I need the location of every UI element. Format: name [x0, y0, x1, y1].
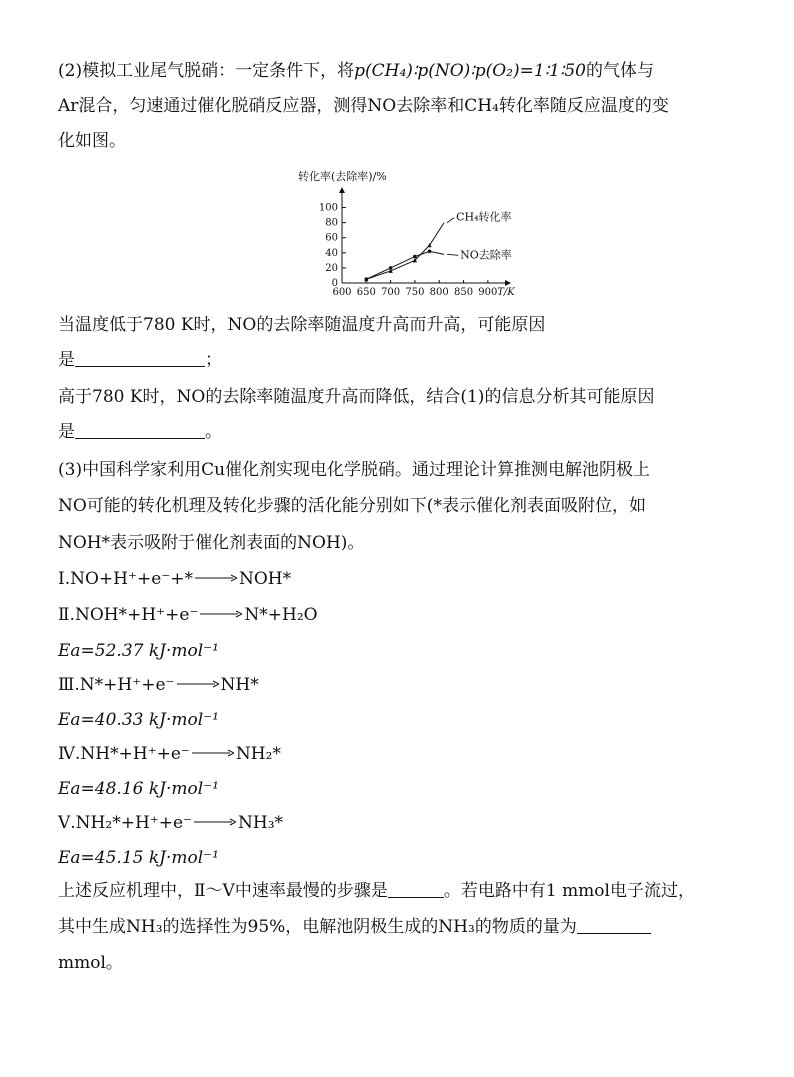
q2-text: 。: [205, 422, 222, 442]
x-tick-label: 700: [381, 287, 401, 298]
pressure-ratio: p(CH₄)∶p(NO)∶p(O₂)=1∶1∶50: [354, 61, 586, 81]
step-lhs: Ⅱ.NOH*+H⁺+e⁻: [58, 605, 199, 625]
y-tick-label: 40: [325, 247, 338, 259]
answer-blank-3[interactable]: [388, 883, 444, 898]
reaction-arrow-icon: [192, 748, 234, 758]
step-3-ea: Ea=40.33 kJ·mol⁻¹: [58, 710, 219, 730]
step-lhs: Ⅲ.N*+H⁺+e⁻: [58, 675, 175, 695]
x-tick-label: 600: [332, 287, 352, 298]
q3-text: 上述反应机理中，Ⅱ～Ⅴ中速率最慢的步骤是: [58, 881, 388, 901]
reaction-arrow-icon: [195, 573, 237, 583]
step-rhs: NH₂*: [235, 744, 281, 764]
step-2: [58, 604, 318, 626]
q2-line-1: [58, 60, 654, 82]
q2-text: 的气体与: [585, 61, 654, 81]
q2-text: 是: [58, 422, 75, 442]
conversion-chart: [290, 160, 530, 300]
answer-blank-1[interactable]: [75, 352, 205, 367]
q3-end-line-3: mmol。: [58, 953, 123, 973]
q3-end-line-1: [58, 880, 695, 902]
q2-line-2: Ar混合，匀速通过催化脱硝反应器，测得NO去除率和CH₄转化率随反应温度的变: [58, 96, 669, 116]
no-point: [365, 277, 369, 281]
series-leader-0: [447, 218, 454, 223]
step-rhs: N*+H₂O: [244, 605, 318, 625]
q2-line-7: [58, 421, 222, 443]
chart-svg: [290, 160, 530, 300]
y-tick-label: 0: [331, 278, 338, 289]
y-tick-label: 60: [325, 232, 338, 244]
no-point: [413, 255, 417, 259]
x-tick-label: 800: [429, 287, 449, 298]
reaction-arrow-icon: [200, 609, 242, 619]
step-rhs: NH₃*: [238, 813, 284, 833]
q3-line-3: NOH*表示吸附于催化剂表面的NOH)。: [58, 533, 365, 553]
x-tick-label: 650: [356, 287, 376, 298]
q3-line-1: (3)中国科学家利用Cu催化剂实现电化学脱硝。通过理论计算推测电解池阴极上: [58, 460, 651, 480]
no-point: [389, 266, 393, 270]
y-tick-label: 100: [318, 202, 338, 214]
y-axis-label: 转化率(去除率)/%: [298, 170, 387, 183]
step-lhs: Ⅴ.NH₂*+H⁺+e⁻: [58, 813, 193, 833]
x-axis-label: T/K: [497, 287, 515, 298]
q2-line-5: [58, 349, 222, 371]
step-rhs: NOH*: [239, 569, 292, 589]
step-5: [58, 812, 283, 834]
step-4-ea: Ea=48.16 kJ·mol⁻¹: [58, 779, 219, 799]
step-rhs: NH*: [220, 675, 259, 695]
q3-text: 其中生成NH₃的选择性为95%，电解池阴极生成的NH₃的物质的量为: [58, 917, 577, 937]
series-label-1: NO去除率: [460, 248, 512, 262]
q3-end-line-2: [58, 916, 651, 938]
q2-line-3: 化如图。: [58, 131, 126, 151]
q2-text: 是: [58, 350, 75, 370]
series-label-0: CH₄转化率: [456, 210, 512, 224]
series-leader-1: [447, 254, 458, 255]
q2-text: (2)模拟工业尾气脱硝：一定条件下，将: [58, 61, 355, 81]
answer-blank-2[interactable]: [75, 424, 205, 439]
q2-text: ；: [205, 350, 222, 370]
y-tick-label: 20: [325, 262, 338, 274]
step-4: [58, 743, 281, 765]
x-tick-label: 850: [453, 287, 474, 298]
answer-blank-4[interactable]: [577, 919, 651, 934]
step-lhs: Ⅰ.NO+H⁺+e⁻+*: [58, 569, 193, 589]
step-1: [58, 568, 291, 590]
reaction-arrow-icon: [177, 679, 219, 689]
step-5-ea: Ea=45.15 kJ·mol⁻¹: [58, 848, 219, 868]
reaction-arrow-icon: [194, 817, 236, 827]
q2-line-6: 高于780 K时，NO的去除率随温度升高而降低，结合(1)的信息分析其可能原因: [58, 387, 655, 407]
q2-line-4: 当温度低于780 K时，NO的去除率随温度升高而升高，可能原因: [58, 315, 546, 335]
x-tick-label: 750: [405, 287, 425, 298]
q3-line-2: NO可能的转化机理及转化步骤的活化能分别如下(*表示催化剂表面吸附位，如: [58, 496, 646, 516]
x-tick-label: 900: [478, 287, 498, 298]
q3-text: 。若电路中有1 mmol电子流过，: [443, 881, 695, 901]
chart-series: [364, 210, 512, 282]
step-lhs: Ⅳ.NH*+H⁺+e⁻: [58, 744, 190, 764]
step-3: [58, 674, 259, 696]
y-tick-label: 80: [325, 217, 338, 229]
series-line-0: [366, 223, 444, 280]
step-2-ea: Ea=52.37 kJ·mol⁻¹: [58, 641, 219, 661]
no-point: [428, 250, 432, 254]
